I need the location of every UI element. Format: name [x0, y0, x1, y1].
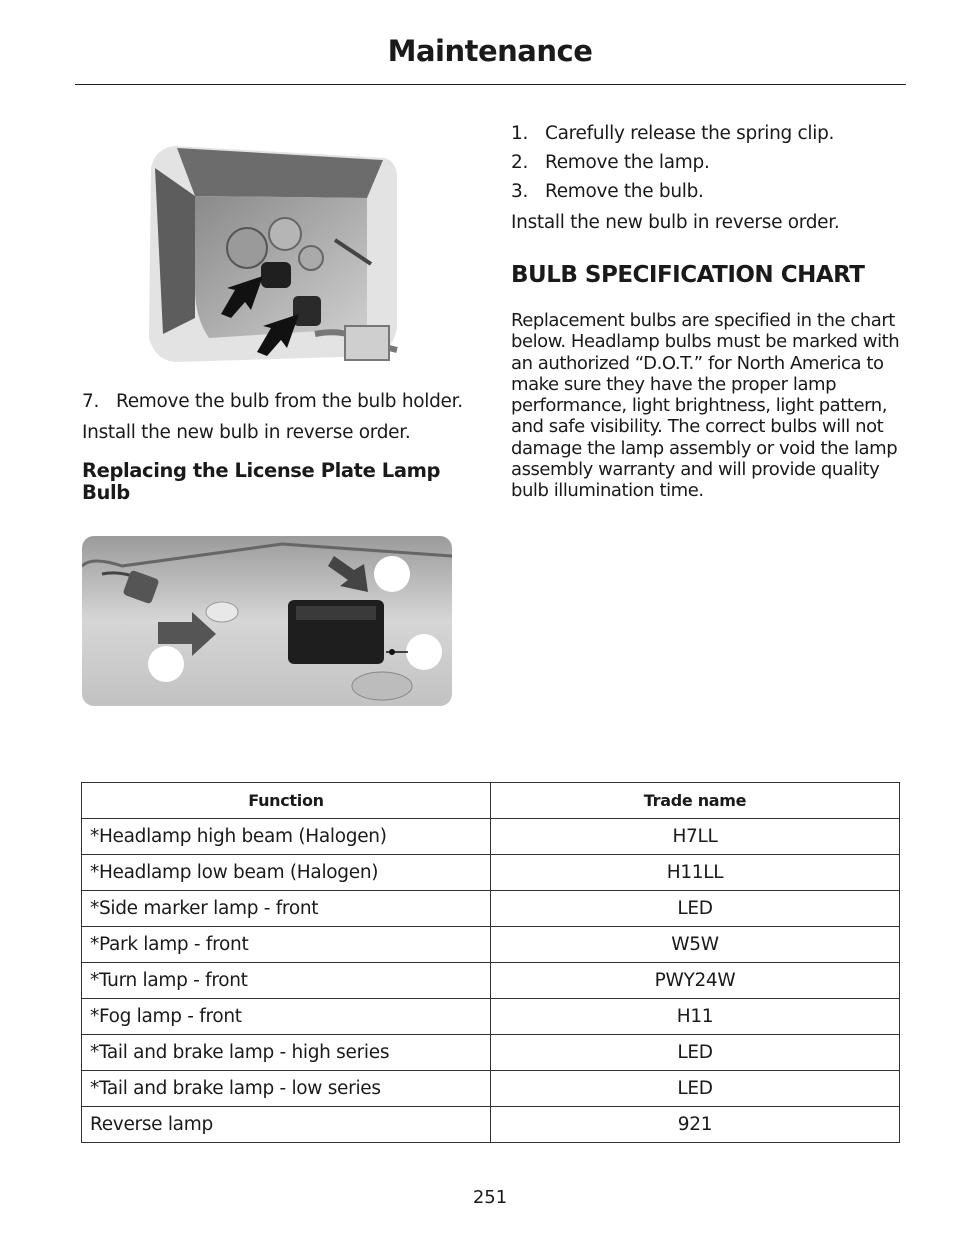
header-divider: [75, 84, 906, 85]
function-cell: *Side marker lamp - front: [82, 891, 491, 927]
page-number: 251: [472, 1187, 508, 1208]
step-1: 1. Carefully release the spring clip.: [511, 123, 835, 144]
function-cell: *Headlamp high beam (Halogen): [82, 819, 491, 855]
license-plate-lamp-illustration: [82, 536, 452, 706]
column-header-trade-name: Trade name: [491, 783, 900, 819]
function-cell: *Tail and brake lamp - high series: [82, 1035, 491, 1071]
table-row: [82, 855, 900, 891]
section-title: BULB SPECIFICATION CHART: [511, 262, 865, 288]
section-body: Replacement bulbs are specified in the chart below. Headlamp bulbs must be marked with an authorized “D.O.T.” for North America to make sure they have the proper lamp performance, light brightness, light pattern, and safe visibility. The correct bulbs will not damage the lamp assembly or void the lamp assembly warranty and will provide quality bulb illumination time.: [511, 310, 900, 502]
function-cell: *Headlamp low beam (Halogen): [82, 855, 491, 891]
install-instruction-right: Install the new bulb in reverse order.: [511, 212, 840, 233]
function-cell: Reverse lamp: [82, 1107, 491, 1143]
page-title: Maintenance: [387, 34, 593, 68]
trade-name-cell: LED: [491, 1035, 900, 1071]
table-row: [82, 1107, 900, 1143]
trade-name-cell: W5W: [491, 927, 900, 963]
install-instruction-left: Install the new bulb in reverse order.: [82, 422, 411, 443]
table-row: [82, 1071, 900, 1107]
license-plate-subheading: Replacing the License Plate Lamp Bulb: [82, 459, 441, 504]
trade-name-cell: LED: [491, 891, 900, 927]
table-row: [82, 819, 900, 855]
table-row: [82, 999, 900, 1035]
tail-lamp-illustration: [135, 138, 415, 370]
trade-name-cell: PWY24W: [491, 963, 900, 999]
step-2: 2. Remove the lamp.: [511, 152, 710, 173]
table-header-row: [82, 783, 900, 819]
step-7: 7. Remove the bulb from the bulb holder.: [82, 391, 463, 412]
trade-name-cell: H11LL: [491, 855, 900, 891]
function-cell: *Park lamp - front: [82, 927, 491, 963]
table-row: [82, 927, 900, 963]
column-header-function: Function: [82, 783, 491, 819]
function-cell: *Tail and brake lamp - low series: [82, 1071, 491, 1107]
trade-name-cell: LED: [491, 1071, 900, 1107]
step-3: 3. Remove the bulb.: [511, 181, 704, 202]
table-row: [82, 891, 900, 927]
bulb-spec-table: [81, 782, 900, 1143]
function-cell: *Fog lamp - front: [82, 999, 491, 1035]
table-row: [82, 1035, 900, 1071]
function-cell: *Turn lamp - front: [82, 963, 491, 999]
table-row: [82, 963, 900, 999]
trade-name-cell: H7LL: [491, 819, 900, 855]
trade-name-cell: H11: [491, 999, 900, 1035]
trade-name-cell: 921: [491, 1107, 900, 1143]
